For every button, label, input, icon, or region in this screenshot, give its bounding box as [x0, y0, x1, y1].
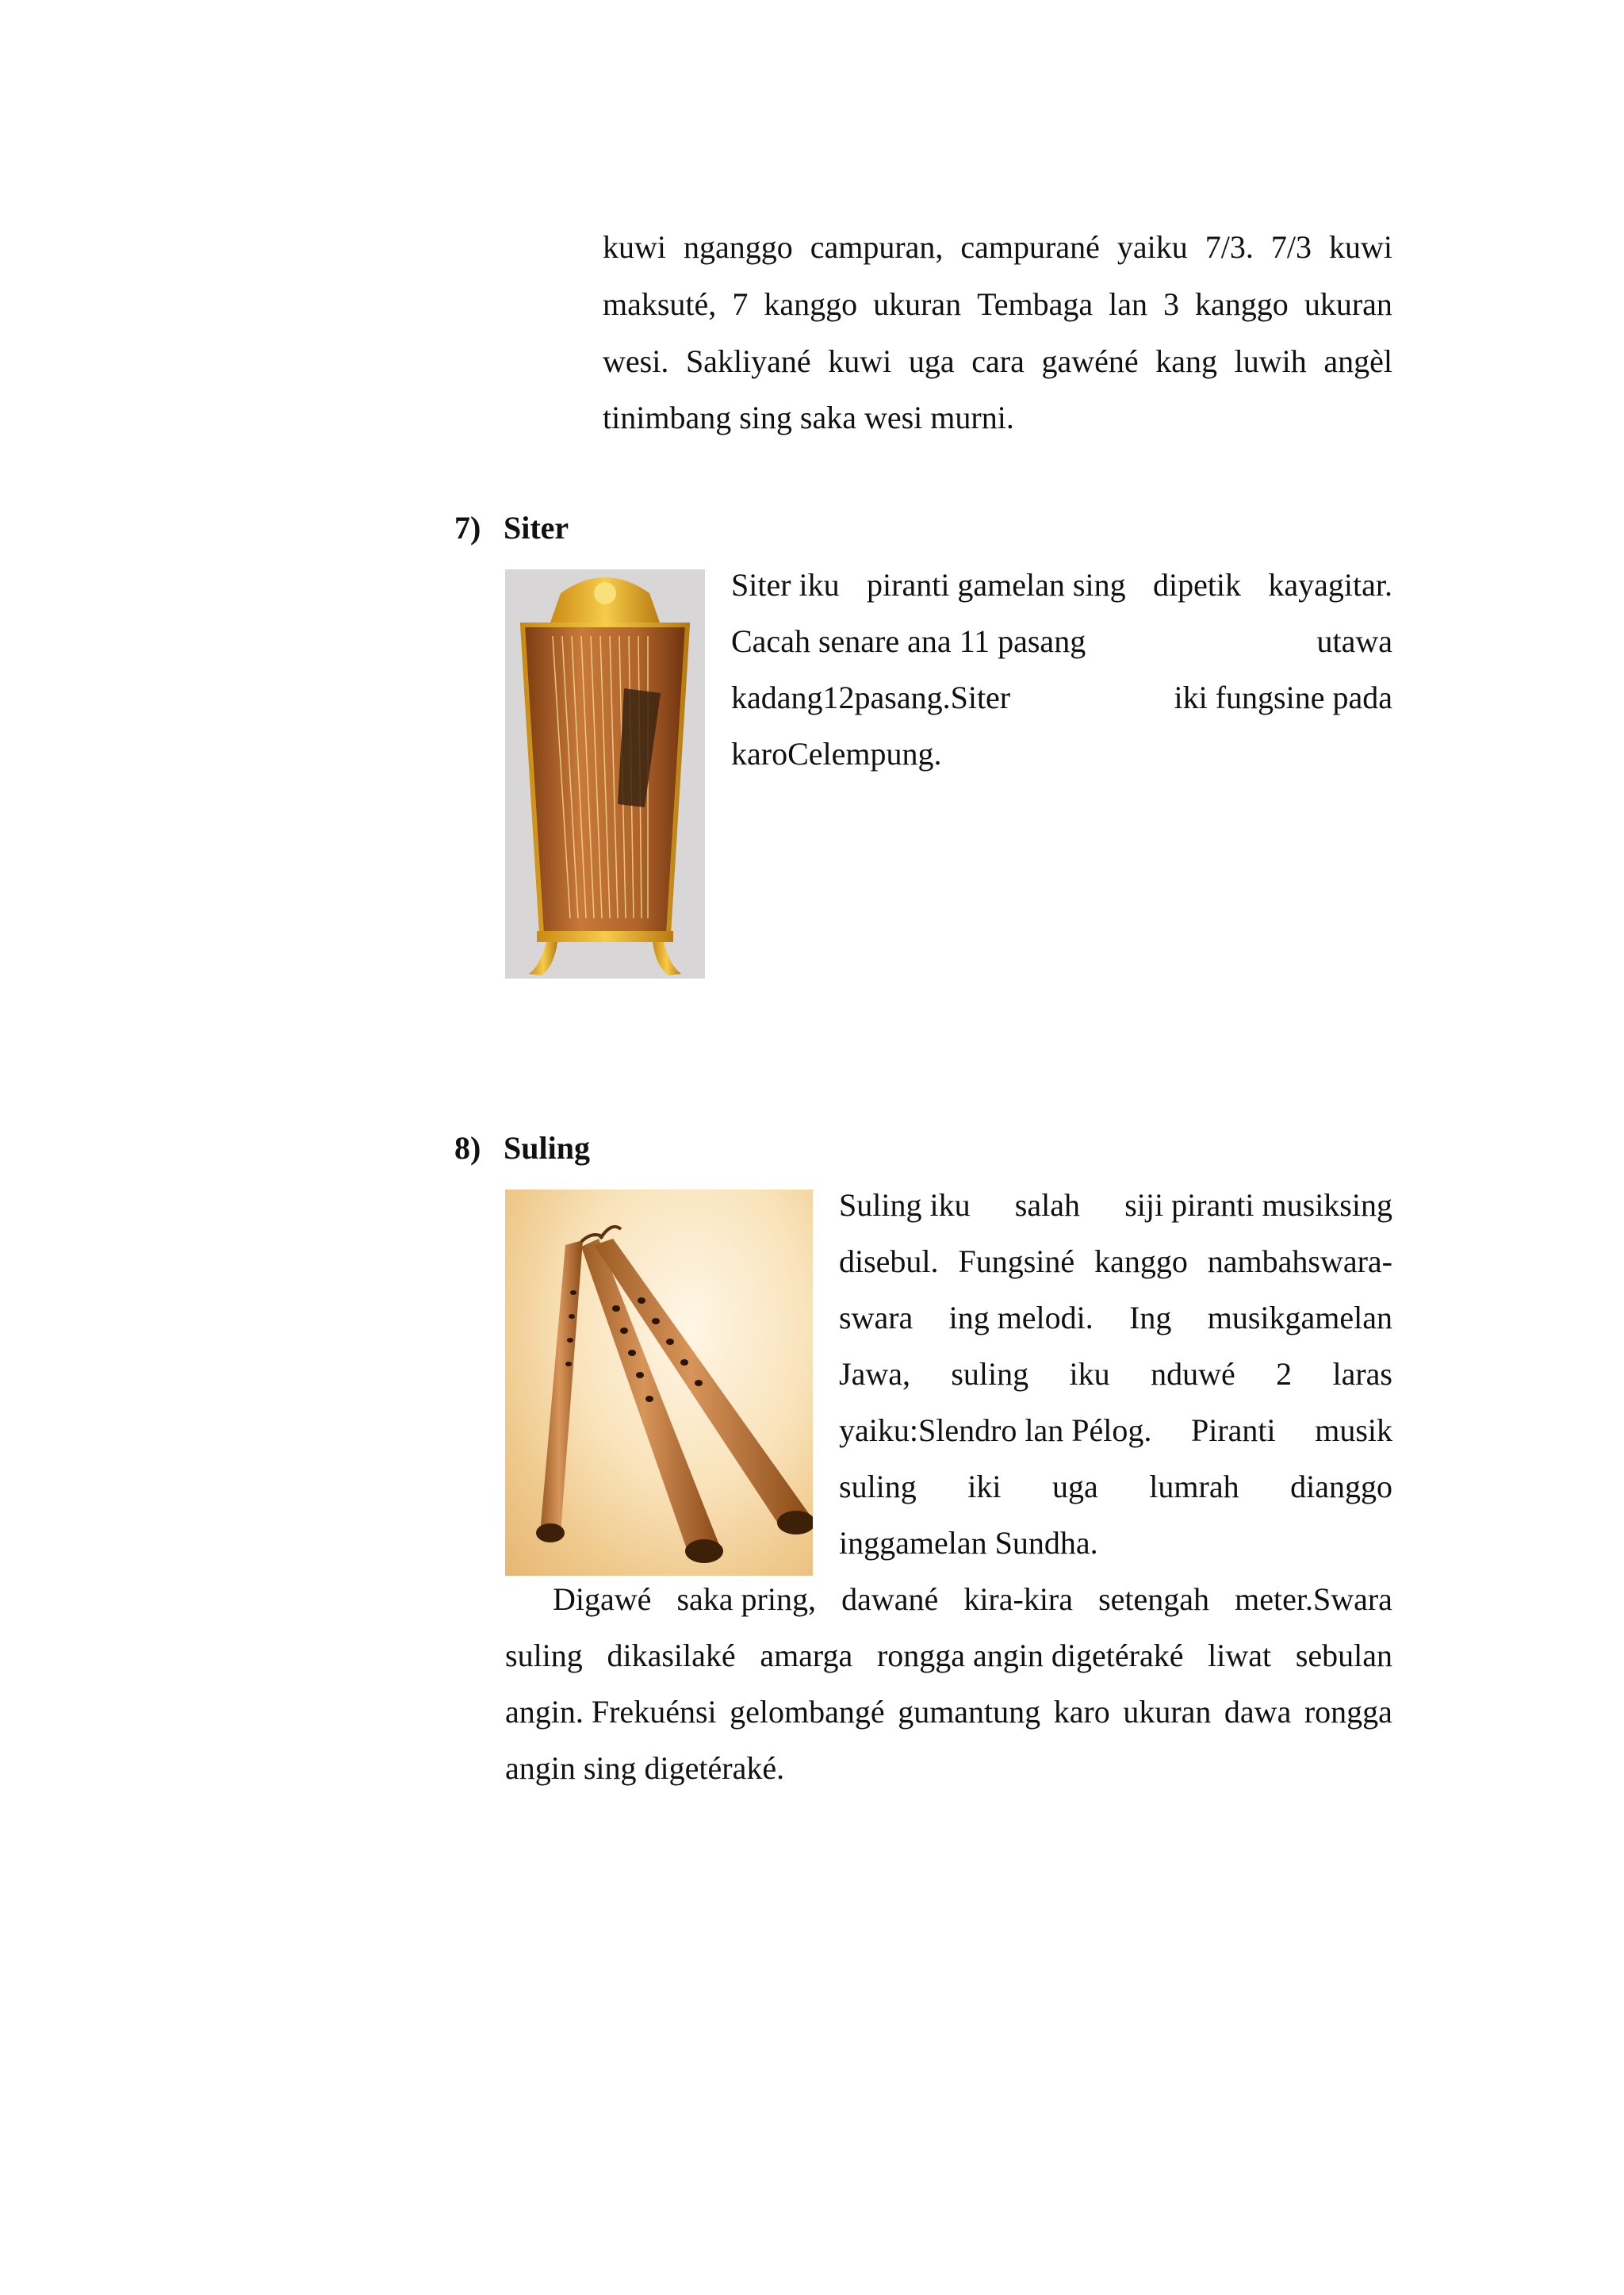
word: utawa — [1316, 623, 1392, 659]
suling-line — [839, 1299, 1392, 1337]
word: kadang12pasang.Siter — [731, 680, 1011, 715]
word: suling — [839, 1469, 917, 1504]
suling-line — [839, 1243, 1392, 1281]
word: dikasilaké — [607, 1638, 736, 1673]
section-title: Siter — [504, 510, 569, 546]
word: kanggo — [1094, 1243, 1188, 1279]
siter-line — [731, 623, 1392, 661]
suling-image — [505, 1190, 813, 1576]
word: kanggo — [764, 286, 858, 322]
word: siji piranti musiksing — [1124, 1187, 1392, 1223]
word: kuwi — [1328, 229, 1392, 265]
word: suling — [505, 1638, 583, 1673]
word: Fungsiné — [958, 1243, 1075, 1279]
suling-continued-line — [505, 1637, 1392, 1675]
word: ukuran — [873, 286, 962, 322]
word: Ing — [1129, 1300, 1172, 1335]
word: lumrah — [1149, 1469, 1239, 1504]
word: angèl — [1323, 343, 1392, 379]
word: piranti gamelan sing — [867, 567, 1126, 603]
word: kang — [1155, 343, 1217, 379]
word: angin. Frekuénsi — [505, 1694, 717, 1730]
siter-line — [731, 679, 1392, 717]
word: campurané — [960, 229, 1100, 265]
word: Suling iku — [839, 1187, 971, 1223]
word: 7/3 — [1270, 229, 1312, 265]
word: kayagitar. — [1268, 567, 1392, 603]
intro-line — [603, 285, 1392, 324]
word: uga — [908, 343, 955, 379]
word: rongga — [1304, 1694, 1392, 1730]
word: gelombangé — [730, 1694, 885, 1730]
word: nganggo — [683, 229, 793, 265]
suling-line — [839, 1468, 1392, 1506]
word: swara — [839, 1300, 914, 1335]
word: Siter iku — [731, 567, 840, 603]
word: kira-kira — [963, 1581, 1074, 1617]
word: iki — [967, 1469, 1002, 1504]
word: nduwé — [1151, 1356, 1235, 1392]
word: dianggo — [1290, 1469, 1392, 1504]
word: uga — [1052, 1469, 1098, 1504]
intro-line — [603, 343, 1392, 381]
word: setengah — [1098, 1581, 1210, 1617]
siter-image — [505, 569, 705, 979]
word: 7/3. — [1205, 229, 1254, 265]
siter-line — [731, 566, 1392, 604]
word: saka pring, — [676, 1581, 816, 1617]
word: amarga — [760, 1638, 853, 1673]
word: nambahswara- — [1207, 1243, 1392, 1279]
word: musik — [1315, 1412, 1392, 1448]
word: iki fungsine pada — [1174, 680, 1392, 715]
word: campuran, — [810, 229, 944, 265]
word: 2 — [1276, 1356, 1293, 1392]
word: cara — [971, 343, 1025, 379]
section-heading-suling — [454, 1129, 590, 1167]
word: disebul. — [839, 1243, 939, 1279]
word: dawa — [1224, 1694, 1292, 1730]
word: luwih — [1234, 343, 1307, 379]
word: liwat — [1208, 1638, 1272, 1673]
suling-line — [839, 1355, 1392, 1393]
suling-line: inggamelan Sundha. — [839, 1525, 1098, 1561]
word: laras — [1332, 1356, 1392, 1392]
word: rongga angin digetéraké — [876, 1638, 1184, 1673]
word: Jawa, — [839, 1356, 910, 1392]
suling-continued-line — [505, 1693, 1392, 1731]
word: musikgamelan — [1207, 1300, 1392, 1335]
suling-line — [839, 1186, 1392, 1224]
word: gumantung — [898, 1694, 1041, 1730]
word: wesi. — [603, 343, 669, 379]
intro-line — [603, 228, 1392, 266]
siter-line: karoCelempung. — [731, 736, 942, 772]
word: sebulan — [1295, 1638, 1392, 1673]
section-number: 8) — [454, 1130, 481, 1166]
word: yaiku — [1116, 229, 1188, 265]
section-number: 7) — [454, 510, 481, 546]
word: Tembaga — [977, 286, 1094, 322]
word: ukuran — [1123, 1694, 1212, 1730]
word: ukuran — [1304, 286, 1392, 322]
suling-line — [839, 1412, 1392, 1450]
word: kuwi — [828, 343, 892, 379]
word: Digawé — [553, 1581, 652, 1617]
intro-line: tinimbang sing saka wesi murni. — [603, 400, 1014, 435]
word: salah — [1014, 1187, 1080, 1223]
word: lan — [1109, 286, 1148, 322]
word: 7 — [732, 286, 749, 322]
word: yaiku:Slendro lan Pélog. — [839, 1412, 1152, 1448]
word: dipetik — [1152, 567, 1242, 603]
word: kuwi — [603, 229, 666, 265]
suling-continued-line — [553, 1580, 1392, 1619]
section-heading-siter — [454, 509, 569, 547]
section-title: Suling — [504, 1130, 590, 1166]
word: dawané — [841, 1581, 939, 1617]
word: meter.Swara — [1235, 1581, 1392, 1617]
word: Sakliyané — [685, 343, 811, 379]
word: Piranti — [1190, 1412, 1276, 1448]
suling-continued-line: angin sing digetéraké. — [505, 1750, 785, 1786]
word: kanggo — [1195, 286, 1289, 322]
word: maksuté, — [603, 286, 717, 322]
word: karo — [1053, 1694, 1110, 1730]
word: ing melodi. — [948, 1300, 1094, 1335]
word: Cacah senare ana 11 pasang — [731, 623, 1086, 659]
word: suling — [951, 1356, 1029, 1392]
word: gawéné — [1041, 343, 1139, 379]
word: iku — [1069, 1356, 1110, 1392]
word: 3 — [1163, 286, 1180, 322]
